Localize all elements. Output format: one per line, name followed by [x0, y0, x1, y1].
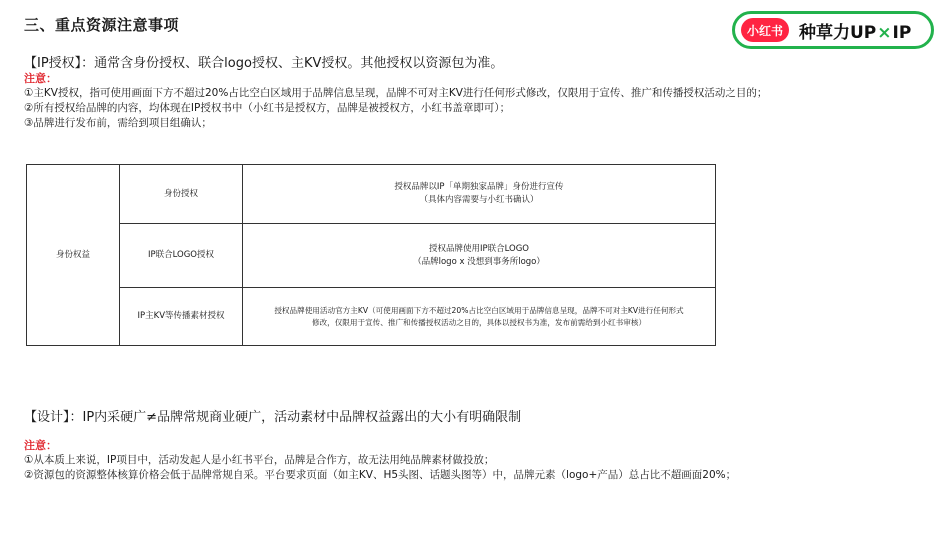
desc-line: 授权品牌以IP「单期独家品牌」身份进行宣传 — [394, 182, 564, 193]
ip-note-3: ③品牌进行发布前，需给到项目组确认； — [24, 117, 212, 129]
design-title: 【设计】：IP内采硬广≠品牌常规商业硬广，活动素材中品牌权益露出的大小有明确限制 — [24, 410, 522, 425]
ip-note-2: ②所有授权给品牌的内容，均体现在IP授权书中（小红书是授权方，品牌是被授权方，小红书盖章即可）； — [24, 102, 511, 114]
ip-note-label: 注意： — [24, 72, 57, 85]
type-cell: IP主KV等传播素材授权 — [120, 288, 243, 346]
slogan-part2: IP — [892, 22, 912, 43]
desc-line: （品牌logo x 没想到事务所logo） — [413, 256, 545, 267]
ip-note-1: ①主KV授权，指可使用画面下方不超过20%占比空白区域用于品牌信息呈现，品牌不可对主KV进行任何形式修改，仅限用于宣传、推广和传播授权活动之目的； — [24, 87, 768, 99]
design-note-2: ②资源包的资源整体核算价格会低于品牌常规自采。平台要求页面（如主KV、H5头图、话题头图等）中，品牌元素（logo+产品）总占比不超画面20%； — [24, 469, 737, 481]
xiaohongshu-logo: 小红书 — [741, 18, 789, 42]
group-cell: 身份权益 — [27, 165, 120, 346]
desc-cell — [243, 288, 716, 346]
table-row — [27, 224, 716, 288]
slogan-part1: 种草力UP — [799, 22, 877, 43]
type-cell: IP联合LOGO授权 — [120, 224, 243, 288]
brand-badge — [732, 11, 934, 49]
table-row — [27, 165, 716, 224]
desc-line: 授权品牌使用IP联合LOGO — [428, 243, 530, 254]
desc-cell — [243, 165, 716, 224]
ip-auth-title: 【IP授权】：通常含身份授权、联合logo授权、主KV授权。其他授权以资源包为准。 — [24, 56, 504, 71]
desc-line: 修改，仅限用于宣传、推广和传播授权活动之目的，具体以授权书为准，发布前需给到小红书审核） — [311, 317, 647, 327]
section-heading: 三、重点资源注意事项 — [24, 16, 180, 34]
desc-line: （具体内容需要与小红书确认） — [419, 195, 539, 205]
slogan-separator: × — [877, 22, 892, 43]
type-cell: 身份授权 — [120, 165, 243, 224]
design-note-label: 注意： — [24, 439, 57, 452]
brand-slogan — [799, 18, 911, 43]
desc-line: 授权品牌使用活动官方主KV（可使用画面下方不超过20%占比空白区域用于品牌信息呈现，品牌不可对主KV进行任何形式 — [274, 306, 684, 316]
table-row — [27, 288, 716, 346]
rights-table — [26, 164, 716, 346]
design-note-1: ①从本质上来说，IP项目中，活动发起人是小红书平台，品牌是合作方，故无法用纯品牌素材做投放； — [24, 454, 495, 466]
desc-cell — [243, 224, 716, 288]
